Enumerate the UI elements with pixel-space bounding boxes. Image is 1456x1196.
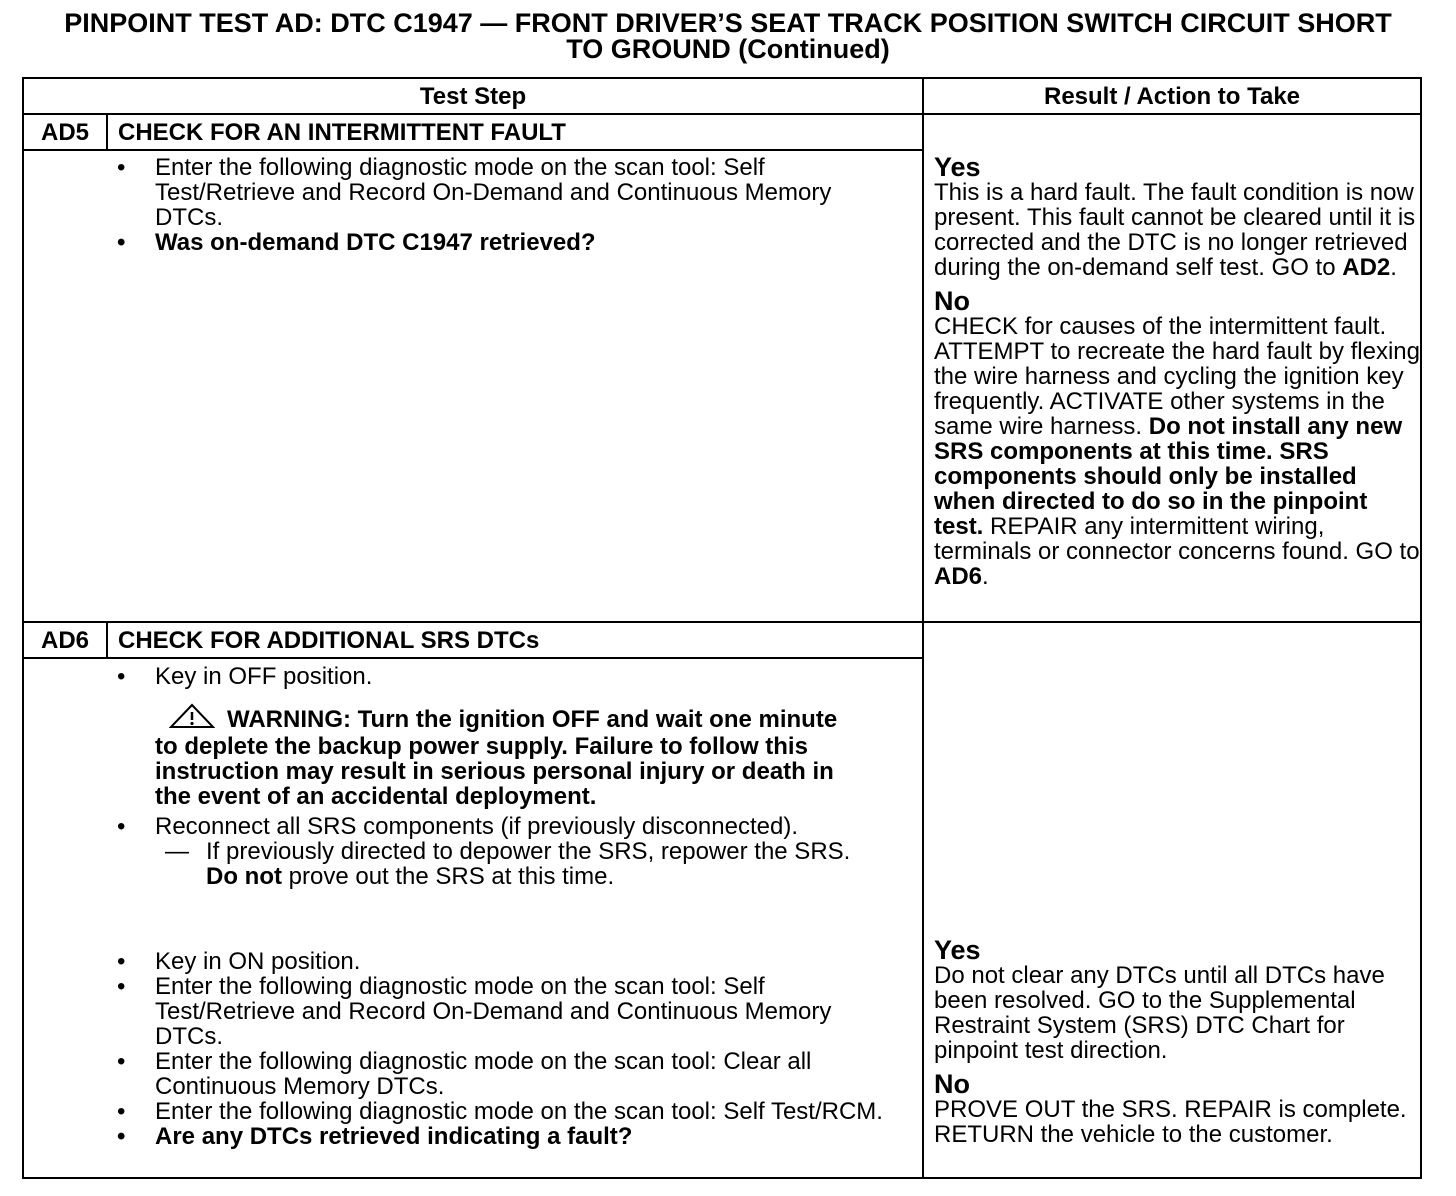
ad6-instructions-part1 (117, 664, 887, 889)
ad6-sub-dash: — (165, 838, 189, 865)
warning-triangle-icon (169, 703, 215, 734)
ad6-sub-text-1: If previously directed to depower the SRS, repower the SRS. (206, 838, 851, 865)
ad6-no-label: No (934, 1069, 970, 1099)
ad5-instructions (117, 155, 887, 255)
ad6-sub-text-2: prove out the SRS at this time. (281, 863, 615, 890)
column-divider (922, 79, 924, 1177)
ad5-step-title: CHECK FOR AN INTERMITTENT FAULT (118, 119, 566, 146)
ad6-sub-step (155, 839, 887, 889)
page-title (10, 10, 1446, 62)
pinpoint-test-table (22, 77, 1422, 1179)
ad5-yes-body: This is a hard fault. The fault condition is now present. This fault cannot be cleared until it is corrected and the DTC is no longer retrieved during the on-demand self test. GO to (934, 179, 1416, 281)
ad6-bullet-2 (117, 814, 887, 889)
ad6-bullet-1: • Key in OFF position. (117, 664, 887, 689)
ad5-bullet-1: • Enter the following diagnostic mode on the scan tool: Self Test/Retrieve and Record On-Demand and Continuous Memory DTCs. (117, 155, 887, 230)
ad5-step-id: AD5 (40, 119, 89, 146)
ad6-no-text: PROVE OUT the SRS. REPAIR is complete. RETURN the vehicle to the customer. (934, 1096, 1407, 1148)
ad6-bullet-6: • Enter the following diagnostic mode on the scan tool: Self Test/RCM. (117, 1099, 887, 1124)
ad6-yes-text: Do not clear any DTCs until all DTCs have been resolved. GO to the Supplemental Restraint System (SRS) DTC Chart for pinpoint test direction. (934, 962, 1385, 1064)
ad6-sub-bold: Do not (206, 863, 282, 890)
header-result-action: Result / Action to Take (1043, 83, 1301, 110)
ad6-question: • Are any DTCs retrieved indicating a fault? (117, 1124, 887, 1149)
ad5-no-bold: Do not install any new SRS components at this time. SRS components should only be installed when directed to do so in the pinpoint test. (934, 413, 1403, 540)
ad6-results (934, 937, 1420, 1147)
ad6-bullet-5: • Enter the following diagnostic mode on the scan tool: Clear all Continuous Memory DTCs. (117, 1049, 887, 1099)
title-line-1: PINPOINT TEST AD: DTC C1947 — FRONT DRIVER’S SEAT TRACK POSITION SWITCH CIRCUIT SHORT (64, 8, 1392, 38)
ad5-no-body-2: REPAIR any intermittent wiring, terminals or connector concerns found. GO to (934, 513, 1420, 565)
ad5-yes-end: . (1390, 254, 1397, 281)
ad6-instructions-part2 (117, 949, 887, 1149)
ad5-no-goto: AD6 (934, 563, 983, 590)
ad6-id-divider (106, 623, 108, 659)
ad5-yes-goto: AD2 (1342, 254, 1391, 281)
ad6-warning-text: WARNING: Turn the ignition OFF and wait one minute to deplete the backup power supply. Failure to follow this instruction may result in serious personal injury or death in the event of an accidental deployment. (155, 706, 838, 810)
ad5-no-body-1: CHECK for causes of the intermittent fault. ATTEMPT to recreate the hard fault by flexing the wire harness and cycling the ignition key frequently. ACTIVATE other systems in the same wire harness. (934, 313, 1420, 440)
ad5-no-label: No (934, 286, 970, 316)
ad5-no-text (934, 314, 1420, 589)
ad6-bullet-2-text: • Reconnect all SRS components (if previously disconnected). (155, 813, 798, 840)
ad5-no-end: . (982, 563, 989, 590)
ad6-step-title: CHECK FOR ADDITIONAL SRS DTCs (118, 627, 540, 654)
ad5-yes-text (934, 180, 1420, 280)
ad5-yes-label: Yes (934, 152, 981, 182)
ad6-bullet-4: • Enter the following diagnostic mode on the scan tool: Self Test/Retrieve and Record On-Demand and Continuous Memory DTCs. (117, 974, 887, 1049)
ad6-step-id: AD6 (40, 627, 89, 654)
ad5-question: • Was on-demand DTC C1947 retrieved? (117, 230, 887, 255)
ad6-warning (117, 703, 865, 809)
ad5-id-divider (106, 115, 108, 151)
ad6-bullet-3: • Key in ON position. (117, 949, 887, 974)
title-line-2: TO GROUND (Continued) (566, 34, 890, 64)
ad5-results (934, 154, 1420, 589)
header-test-step: Test Step (419, 83, 527, 110)
ad6-yes-label: Yes (934, 935, 981, 965)
